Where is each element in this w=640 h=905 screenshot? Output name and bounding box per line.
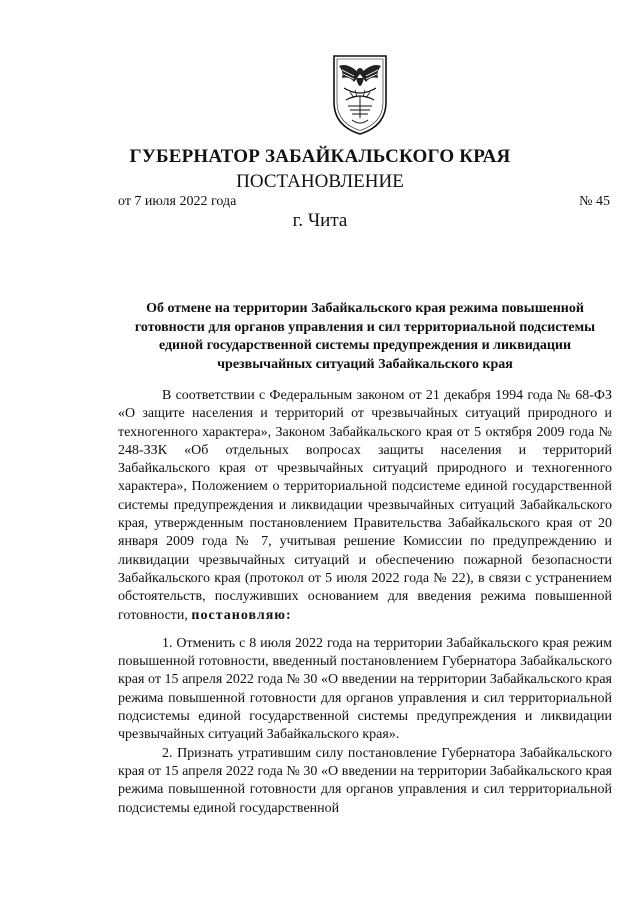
resolve-word: постановляю: bbox=[191, 607, 292, 623]
preamble-text: В соответствии с Федеральным законом от 21 декабря 1994 года № 68-ФЗ «О защите населения и территорий от чрезвычайных ситуаций природного и техногенного характера», Законом Забайкальского края от 5 октября 2009 года № 248-ЗЗК «Об отдельных вопросах защиты населения и территорий Забайкальского края от чрезвычайных ситуаций природного и техногенного характера», Положением о территориальной подсистеме единой государственной системы предупреждения и ликвидации чрезвычайных ситуаций Забайкальского края, утвержденным постановлением Правительства Забайкальского края от 20 января 2009 года № 7, учитывая решение Комиссии по предупреждению и ликвидации чрезвычайных ситуаций и обеспечению пожарной безопасности Забайкальского края (протокол от 5 июля 2022 года № 22), в связи с устранением обстоятельств, послуживших основанием для введения режима повышенной готовности, bbox=[118, 388, 612, 623]
document-type: ПОСТАНОВЛЕНИЕ bbox=[236, 171, 404, 192]
document-number: № 45 bbox=[579, 194, 610, 209]
document-heading bbox=[118, 300, 612, 374]
zabaikalsky-krai-coat-of-arms-icon bbox=[330, 52, 390, 136]
document-body bbox=[118, 387, 612, 818]
heading-line: готовности для органов управления и сил территориальной подсистемы bbox=[134, 319, 596, 335]
governor-title: ГУБЕРНАТОР ЗАБАЙКАЛЬСКОГО КРАЯ bbox=[129, 146, 511, 167]
heading-line: Об отмене на территории Забайкальского края режима повышенной bbox=[146, 301, 584, 316]
item-1-paragraph: 1. Отменить с 8 июля 2022 года на территории Забайкальского края режим повышенной готовности, введенный постановлением Губернатора Забайкальского края от 15 апреля 2022 года № 30 «О введении на территории Забайкальского края режима повышенной готовности для органов управления и сил территориальной подсистемы единой государственной системы предупреждения и ликвидации чрезвычайных ситуаций Забайкальского края». bbox=[118, 635, 612, 743]
item-2-paragraph: 2. Признать утратившим силу постановление Губернатора Забайкальского края от 15 апреля 2022 года № 30 «О введении на территории Забайкальского края режима повышенной готовности для органов управления и сил территориальной подсистемы единой государственной bbox=[118, 745, 612, 816]
heading-line: единой государственной системы предупреждения и ликвидации bbox=[158, 338, 572, 353]
preamble-paragraph bbox=[118, 387, 612, 625]
heading-line: чрезвычайных ситуаций Забайкальского края bbox=[217, 356, 513, 372]
document-city: г. Чита bbox=[292, 210, 348, 231]
document-date: от 7 июля 2022 года bbox=[118, 194, 237, 209]
